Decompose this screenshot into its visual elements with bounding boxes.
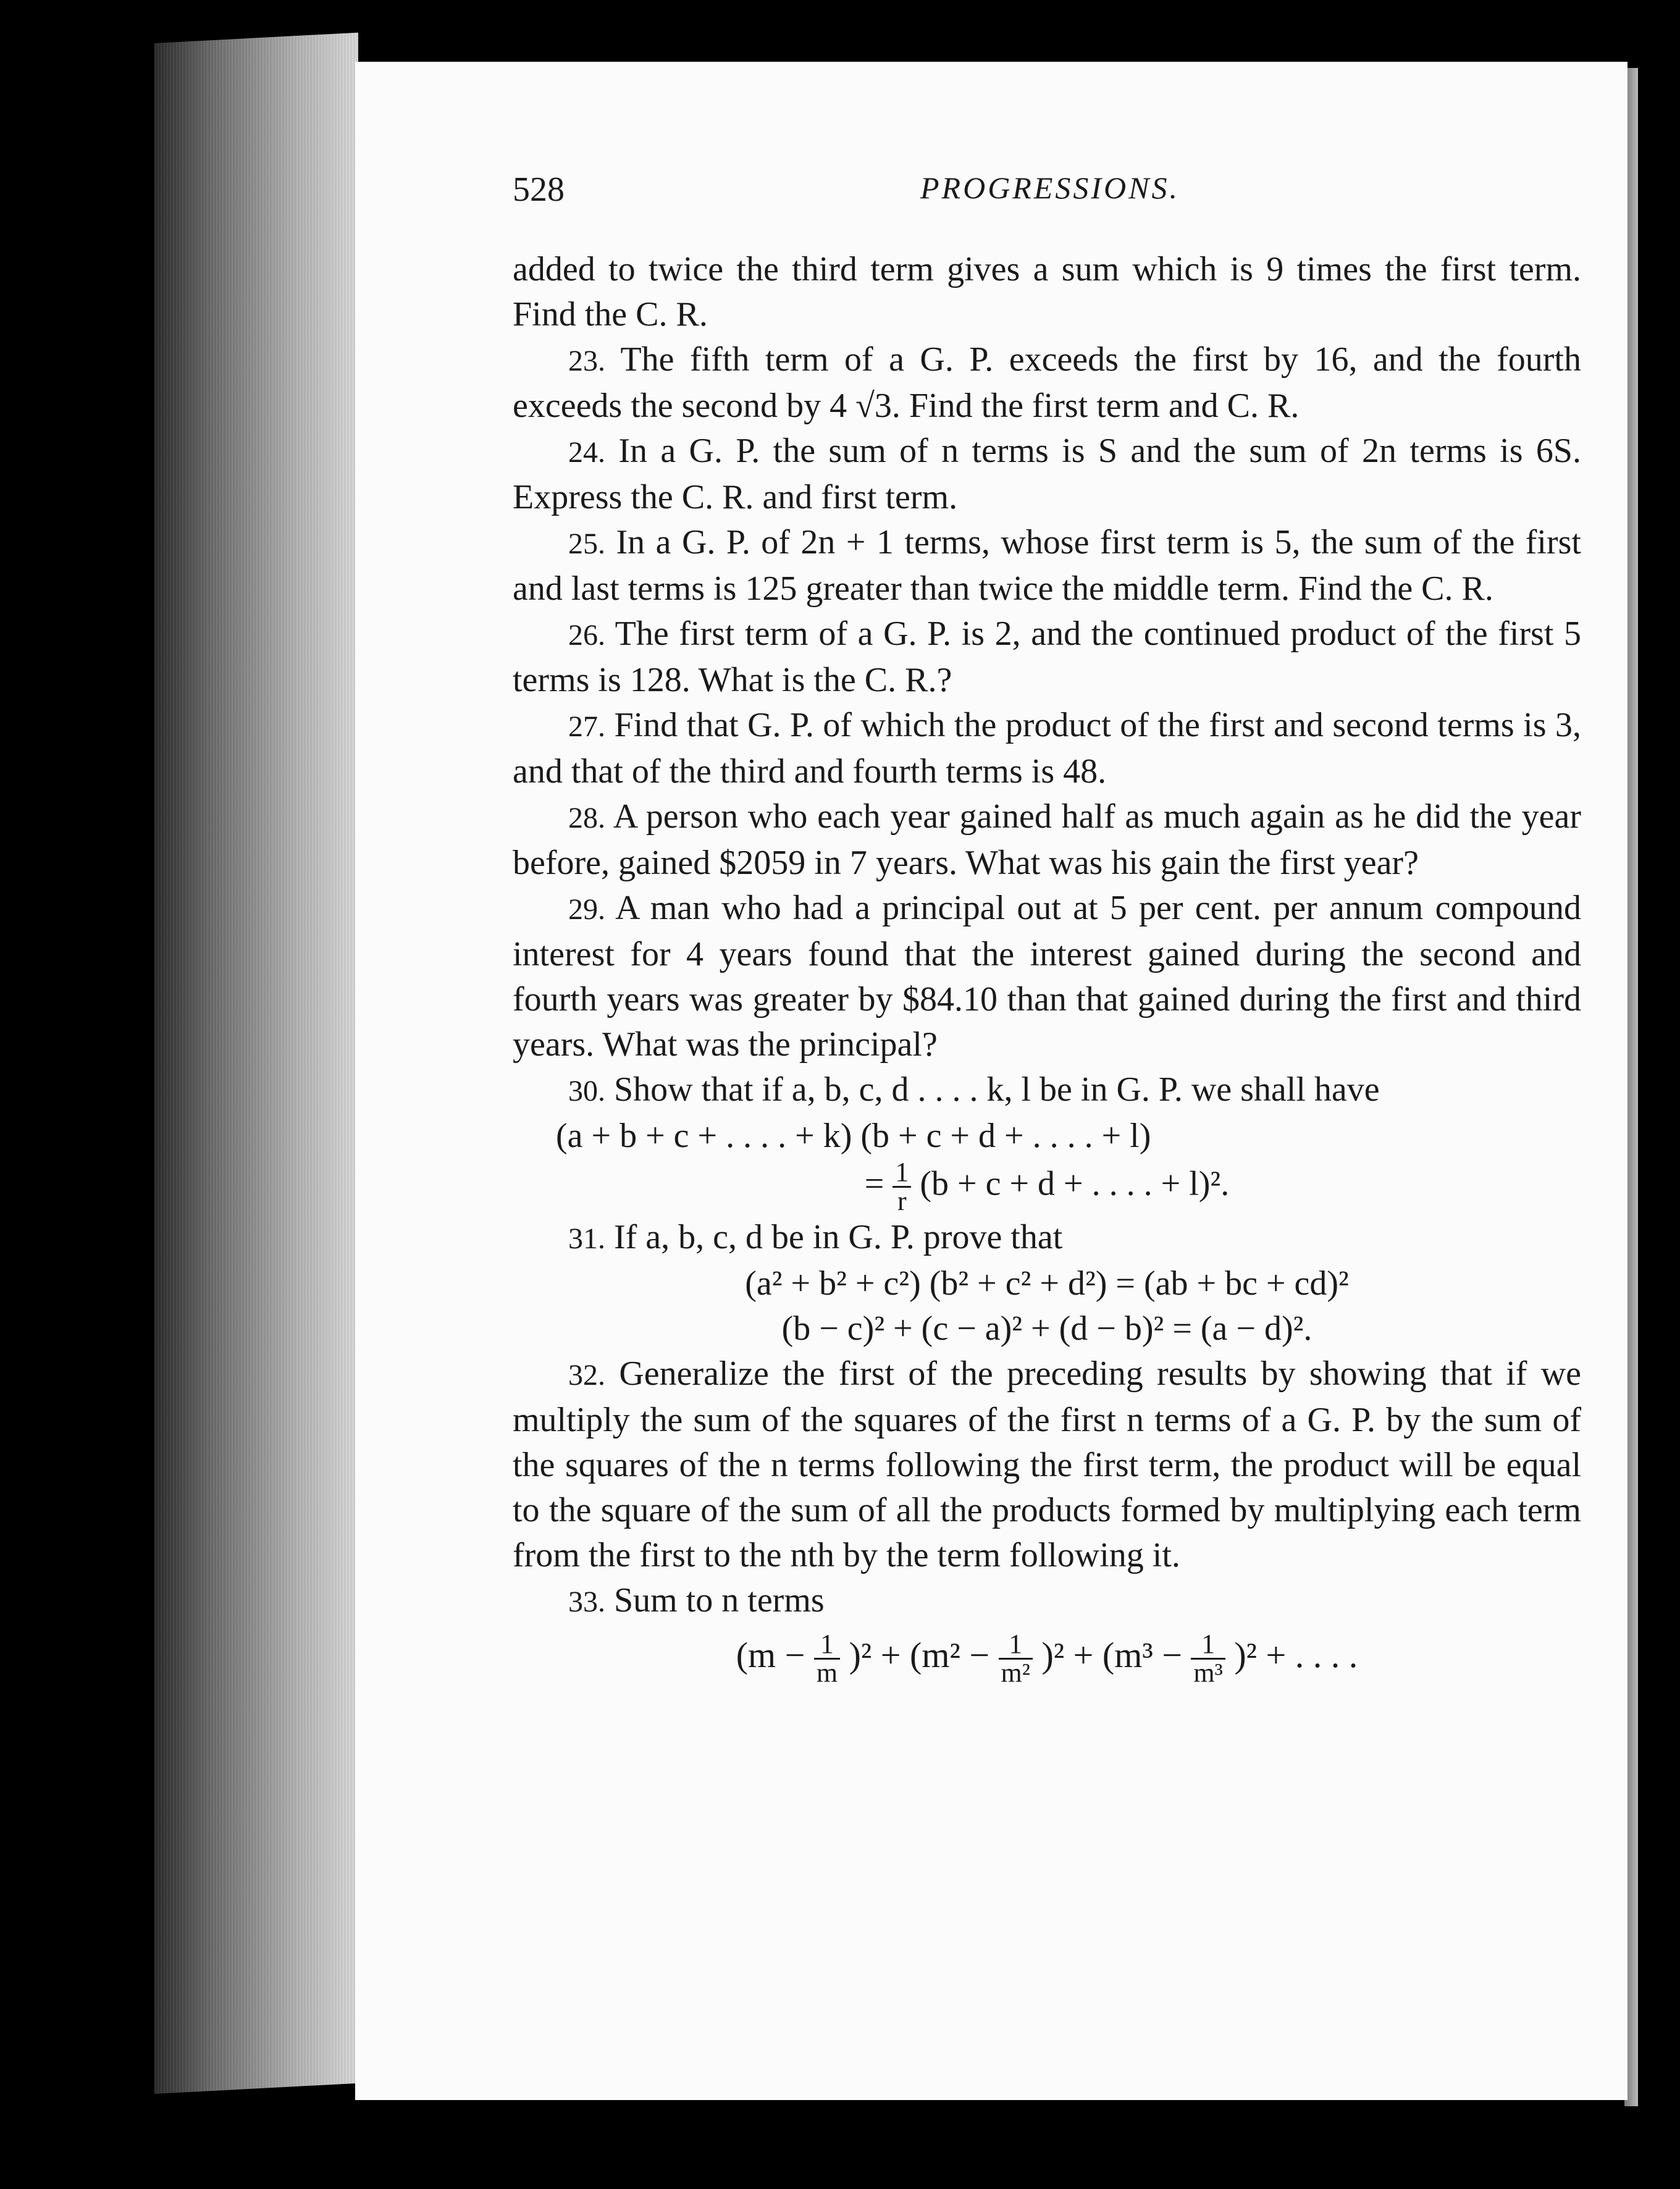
exercise-24 — [513, 429, 1581, 520]
fraction-1-over-m-squared — [999, 1631, 1033, 1687]
exercise-28 — [513, 794, 1581, 886]
exercise-number: 31. — [568, 1222, 605, 1255]
fraction-denominator: r — [897, 1186, 907, 1216]
term-3-open: (m³ − — [1102, 1634, 1182, 1675]
exercise-30 — [513, 1067, 1581, 1114]
exercise-26 — [513, 611, 1581, 703]
exercise-text-31: If a, b, c, d be in G. P. prove that — [614, 1218, 1063, 1256]
formula-33 — [513, 1631, 1581, 1687]
fraction-1-over-m-cubed — [1191, 1631, 1225, 1687]
fraction-denominator: m² — [1001, 1658, 1030, 1688]
exercise-text — [513, 247, 1581, 1687]
exercise-text-33: Sum to n terms — [614, 1581, 825, 1620]
exercise-number: 30. — [568, 1075, 605, 1107]
formula-30-line-2 — [513, 1159, 1581, 1215]
fraction-1-over-m — [814, 1631, 840, 1687]
exercise-32 — [513, 1351, 1581, 1578]
term-1-close: )² + — [849, 1634, 901, 1675]
exercise-31 — [513, 1215, 1581, 1261]
book-page-edges — [154, 33, 358, 2094]
book-page — [355, 62, 1628, 2100]
exercise-number: 23. — [568, 345, 605, 377]
exercise-number: 29. — [568, 893, 605, 926]
formula-31-line-2: (b − c)² + (c − a)² + (d − b)² = (a − d)². — [781, 1309, 1312, 1348]
exercise-text-27: Find that G. P. of which the product of the first and second terms is 3, and that of the third and fourth terms is 48. — [513, 706, 1582, 791]
exercise-number: 25. — [568, 527, 605, 560]
page-number: 528 — [513, 170, 565, 209]
exercise-27 — [513, 703, 1581, 794]
term-3-close: )² + . . . . — [1234, 1634, 1358, 1675]
exercise-text-23: The fifth term of a G. P. exceeds the first by 16, and the fourth exceeds the second by 4 √3. Find the first term and C. R. — [513, 340, 1581, 425]
exercise-29 — [513, 886, 1581, 1067]
term-2-close: )² + — [1041, 1634, 1094, 1675]
running-title: PROGRESSIONS. — [920, 170, 1180, 205]
exercise-number: 28. — [568, 802, 605, 834]
exercise-text-32: Generalize the first of the preceding results by showing that if we multiply the sum of the squares of the first n terms of a G. P. by the sum of the squares of the n terms following the first term, the product will be equal to the square of the sum of all the products formed by multiplying each term from the first to the nth by the term following it. — [513, 1355, 1582, 1574]
fraction-one-over-r — [892, 1159, 911, 1215]
fraction-numerator: 1 — [892, 1159, 911, 1188]
exercise-number: 24. — [568, 436, 605, 469]
exercise-number: 27. — [568, 710, 605, 743]
fraction-denominator: m³ — [1193, 1658, 1223, 1688]
exercise-25 — [513, 520, 1581, 611]
formula-31-line-1: (a² + b² + c²) (b² + c² + d²) = (ab + bc + cd)² — [745, 1264, 1349, 1303]
exercise-number: 33. — [568, 1586, 605, 1618]
formula-30-tail: (b + c + d + . . . . + l)². — [920, 1164, 1230, 1203]
exercise-33 — [513, 1578, 1581, 1624]
exercise-text-26: The first term of a G. P. is 2, and the continued product of the first 5 terms is 128. What is the C. R.? — [513, 615, 1581, 699]
exercise-text-29: A man who had a principal out at 5 per cent. per annum compound interest for 4 years found that the interest gained during the second and fourth years was greater by $84.10 than that gained during the first and third years. What was the principal? — [513, 889, 1582, 1064]
fraction-numerator: 1 — [999, 1631, 1033, 1660]
exercise-text-28: A person who each year gained half as much again as he did the year before, gained $2059 in 7 years. What was his gain the first year? — [513, 797, 1581, 882]
exercise-text-24: In a G. P. the sum of n terms is S and the sum of 2n terms is 6S. Express the C. R. and first term. — [513, 432, 1582, 516]
fraction-numerator: 1 — [1191, 1631, 1225, 1660]
term-1-open: (m − — [736, 1634, 805, 1675]
exercise-number: 32. — [568, 1359, 605, 1392]
equals-sign: = — [864, 1164, 884, 1203]
exercise-23 — [513, 337, 1581, 429]
exercise-number: 26. — [568, 619, 605, 652]
term-2-open: (m² − — [910, 1634, 990, 1675]
running-head — [513, 170, 1587, 225]
fraction-numerator: 1 — [814, 1631, 840, 1660]
fraction-denominator: m — [816, 1658, 838, 1688]
exercise-text-25: In a G. P. of 2n + 1 terms, whose first term is 5, the sum of the first and last terms is 125 greater than twice the middle term. Find the C. R. — [513, 523, 1581, 608]
exercise-22-continuation: added to twice the third term gives a sum which is 9 times the first term. Find the C. R. — [513, 250, 1581, 334]
exercise-text-30: Show that if a, b, c, d . . . . k, l be in G. P. we shall have — [614, 1070, 1380, 1109]
formula-30-line-1: (a + b + c + . . . . + k) (b + c + d + . . . . + l) — [556, 1117, 1151, 1155]
